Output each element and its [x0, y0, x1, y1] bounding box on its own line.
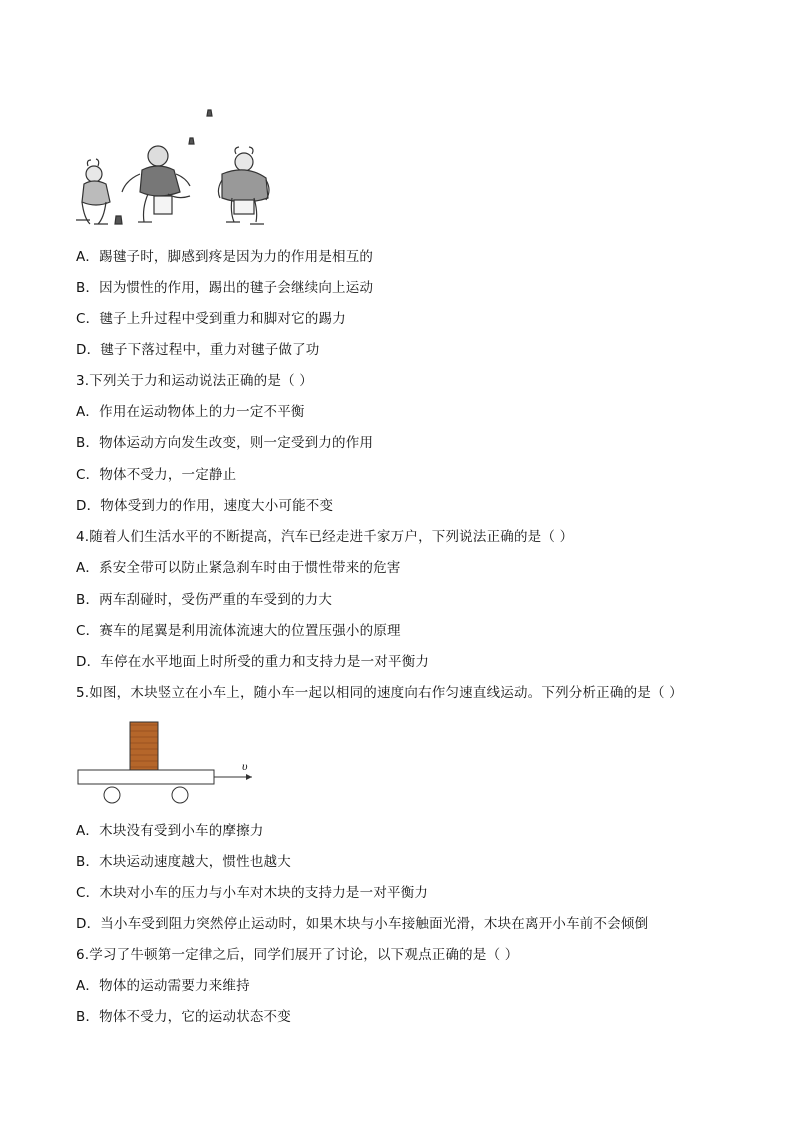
cart-body [78, 770, 214, 784]
q5-option-b: B．木块运动速度越大，惯性也越大 [76, 854, 291, 870]
q4-option-c: C．赛车的尾翼是利用流体流速大的位置压强小的原理 [76, 623, 401, 639]
cart-wheel [104, 787, 120, 803]
q6-stem: 6.学习了牛顿第一定律之后，同学们展开了讨论，以下观点正确的是（ ） [76, 947, 519, 963]
q6-option-b: B．物体不受力，它的运动状态不变 [76, 1009, 291, 1025]
block-on-cart-figure [76, 716, 258, 808]
q4-option-a: A．系安全带可以防止紧急刹车时由于惯性带来的危害 [76, 560, 401, 576]
q4-option-b: B．两车刮碰时，受伤严重的车受到的力大 [76, 592, 333, 608]
wooden-block [130, 722, 158, 770]
q3-option-a: A．作用在运动物体上的力一定不平衡 [76, 404, 305, 420]
q2-option-a: A．踢毽子时，脚感到疼是因为力的作用是相互的 [76, 249, 374, 265]
velocity-label: υ [242, 759, 248, 773]
q3-option-d: D．物体受到力的作用，速度大小可能不变 [76, 498, 334, 514]
q3-stem: 3.下列关于力和运动说法正确的是（ ） [76, 373, 313, 389]
q5-option-a: A．木块没有受到小车的摩擦力 [76, 823, 264, 839]
q4-stem: 4.随着人们生活水平的不断提高，汽车已经走进千家万户，下列说法正确的是（ ） [76, 529, 574, 545]
q2-option-c: C．毽子上升过程中受到重力和脚对它的踢力 [76, 311, 346, 327]
q5-option-d: D．当小车受到阻力突然停止运动时，如果木块与小车接触面光滑，木块在离开小车前不会倾倒 [76, 916, 649, 932]
q2-option-b: B．因为惯性的作用，踢出的毽子会继续向上运动 [76, 280, 374, 296]
q6-option-a: A．物体的运动需要力来维持 [76, 978, 250, 994]
q5-option-c: C．木块对小车的压力与小车对木块的支持力是一对平衡力 [76, 885, 429, 901]
q3-option-c: C．物体不受力，一定静止 [76, 467, 237, 483]
cart-wheel [172, 787, 188, 803]
q3-option-b: B．物体运动方向发生改变，则一定受到力的作用 [76, 435, 374, 451]
shuttlecock-kicking-illustration [72, 104, 272, 228]
q2-option-d: D．毽子下落过程中，重力对毽子做了功 [76, 342, 320, 358]
q5-stem: 5.如图，木块竖立在小车上，随小车一起以相同的速度向右作匀速直线运动。下列分析正确的是（ ） [76, 685, 683, 701]
q4-option-d: D．车停在水平地面上时所受的重力和支持力是一对平衡力 [76, 654, 430, 670]
